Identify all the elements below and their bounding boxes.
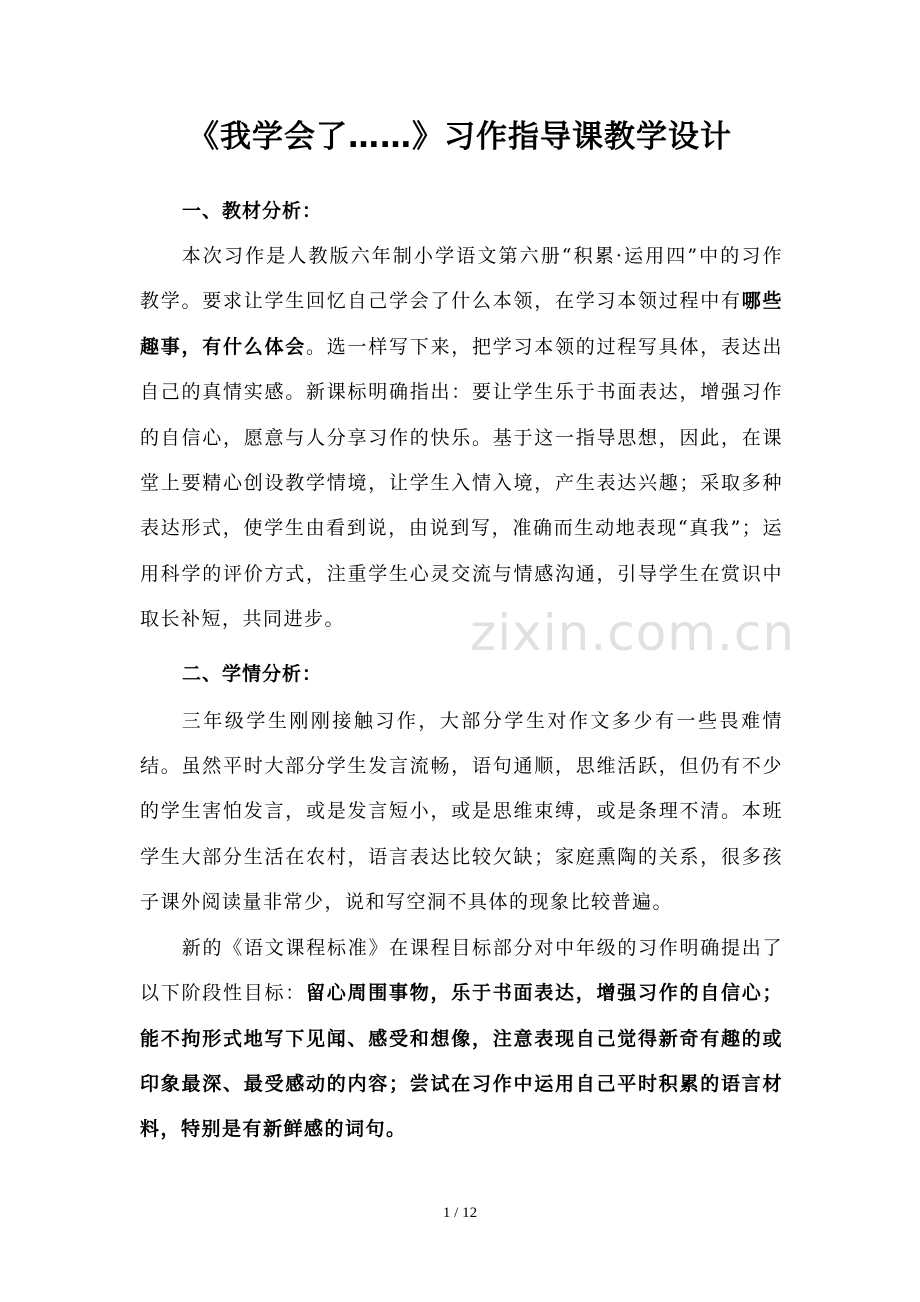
paragraph-text: 本次习作是人教版六年制小学语文第六册“积累·运用四”中的习作教学。要求让学生回忆自己学会了什么本领，在学习本领过程中有 (140, 245, 783, 313)
paragraph-text: 新的《语文课程标准》在课程目标部分对中年级的习作明确提出了以下阶段性目标： (140, 936, 783, 1005)
document-body (140, 188, 783, 1153)
watermark: zixin.com.cn (470, 604, 796, 662)
paragraph-learners-analysis: 三年级学生刚刚接触习作，大部分学生对作文多少有一些畏难情结。虽然平时大部分学生发言流畅，语句通顺，思维活跃，但仍有不少的学生害怕发言，或是发言短小，或是思维束缚，或是条理不清。本班学生大部分生活在农村，语言表达比较欠缺；家庭熏陶的关系，很多孩子课外阅读量非常少，说和写空洞不具体的现象比较普遍。 (140, 709, 783, 914)
document-title: 《我学会了……》习作指导课教学设计 (188, 119, 732, 155)
section-heading-materials: 一、教材分析： (182, 200, 323, 222)
paragraph-text: 。选一样写下来，把学习本领的过程写具体，表达出自己的真情实感。新课标明确指出：要让学生乐于书面表达，增强习作的自信心，愿意与人分享习作的快乐。基于这一指导思想，因此，在课堂上要精心创设教学情境，让学生入情入境，产生表达兴趣；采取多种表达形式，使学生由看到说，由说到写，准确而生动地表现“真我”；运用科学的评价方式，注重学生心灵交流与情感沟通，引导学生在赏识中取长补短，共同进步。 (140, 335, 783, 631)
paragraph-curriculum-standard (140, 926, 783, 1153)
page-number: 1 / 12 (442, 1205, 478, 1221)
emphasis-text: 留心周围事物，乐于书面表达，增强习作的自信心；能不拘形式地写下见闻、感受和想像，注意表现自己觉得新奇有趣的或印象最深、最受感动的内容；尝试在习作中运用自己平时积累的语言材料，特别是有新鲜感的词句。 (140, 982, 783, 1141)
paragraph-materials-analysis (140, 234, 783, 643)
section-heading-learners: 二、学情分析： (182, 662, 323, 685)
emphasis-text: 哪些趣事，有什么体会 (140, 290, 783, 358)
